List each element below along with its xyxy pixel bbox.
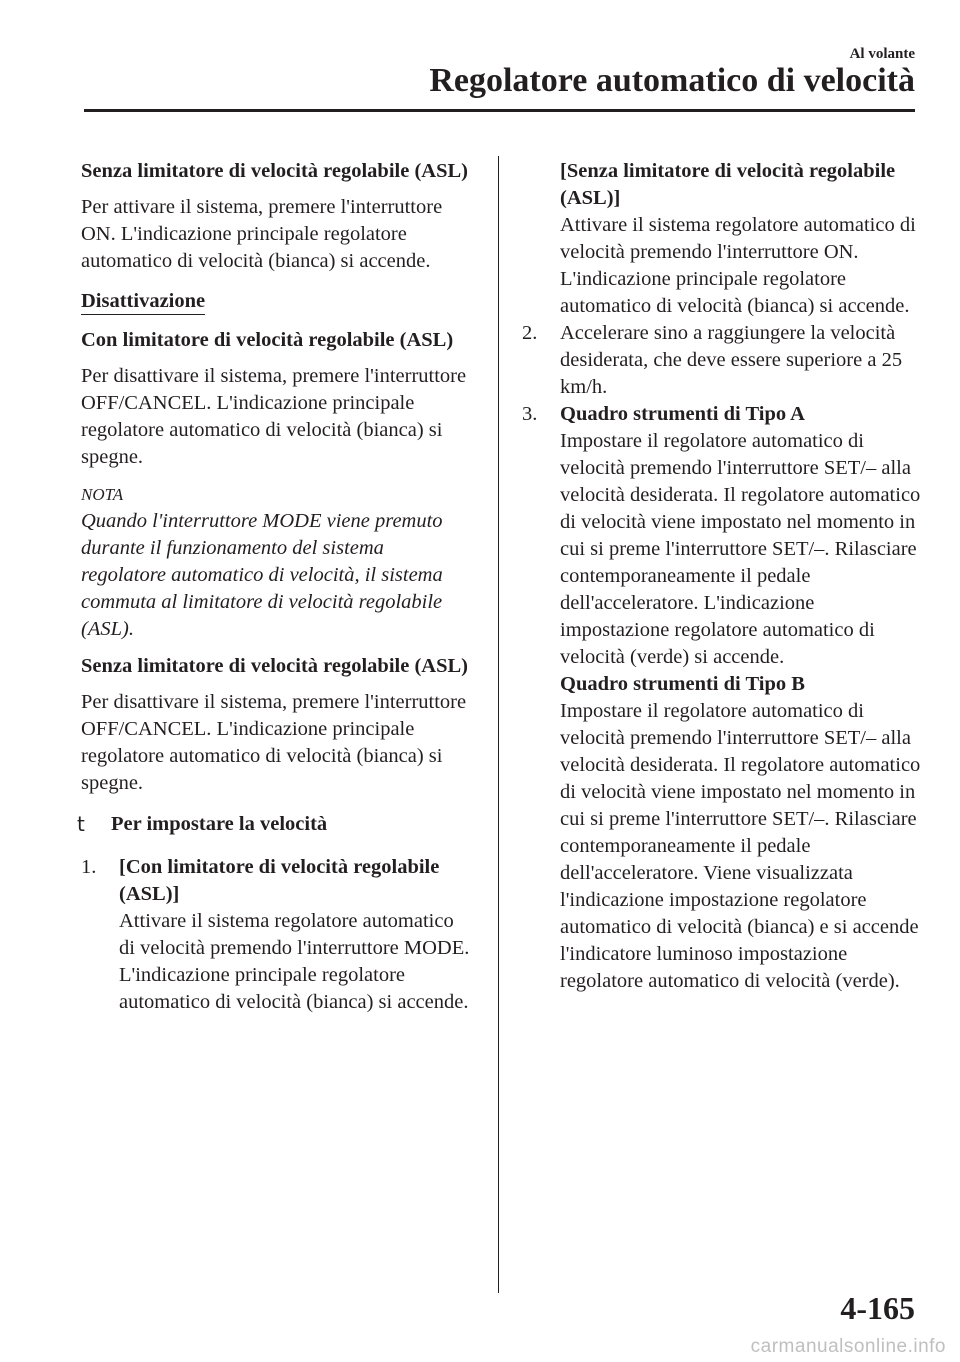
paragraph-attivare: Per attivare il sistema, premere l'interruttore ON. L'indicazione principale regolatore automatico di velocità (bianca) si accende.: [81, 196, 443, 272]
step-1b-heading: [Senza limitatore di velocità regolabile (ASL)]: [560, 160, 896, 209]
step-2: [522, 320, 922, 401]
step-1-continued: [522, 158, 922, 320]
step-3: [522, 401, 922, 995]
heading-con-asl: Con limitatore di velocità regolabile (ASL): [81, 329, 454, 351]
header-section-label: Al volante: [849, 46, 915, 62]
step-1: [81, 854, 473, 1016]
note-text: Quando l'interruttore MODE viene premuto durante il funzionamento del sistema regolatore automatico di velocità, il sistema commuta al limitatore di velocità regolabile (ASL).: [81, 510, 443, 640]
step-3-text-tipo-a: Impostare il regolatore automatico di velocità premendo l'interruttore SET/– alla velocità desiderata. Il regolatore automatico di velocità viene impostato nel momento in cui si preme l'interruttore SET/–. Rilasciare contemporaneamente il pedale dell'acceleratore. L'indicazione impostazione regolatore automatico di velocità (verde) si accende.: [560, 430, 921, 668]
heading-senza-asl: Senza limitatore di velocità regolabile (ASL): [81, 160, 468, 182]
procedure-heading: [77, 811, 473, 838]
paragraph-disattivare-1: Per disattivare il sistema, premere l'interruttore OFF/CANCEL. L'indicazione principale regolatore automatico di velocità (bianca) si spegne.: [81, 365, 467, 468]
note-block: [81, 481, 473, 643]
right-column: [522, 158, 922, 995]
left-column: [77, 158, 473, 1016]
step-3-heading-tipo-a: Quadro strumenti di Tipo A: [560, 403, 805, 425]
header-rule: [84, 109, 915, 112]
step-3-text-tipo-b: Impostare il regolatore automatico di velocità premendo l'interruttore SET/– alla velocità desiderata. Il regolatore automatico di velocità viene impostato nel momento in cui si preme l'interruttore SET/–. Rilasciare contemporaneamente il pedale dell'acceleratore. Viene visualizzata l'indicazione impostazione regolatore automatico di velocità (bianca) e si accende l'indicatore luminoso impostazione regolatore automatico di velocità (verde).: [560, 700, 921, 992]
step-1-text: Attivare il sistema regolatore automatico di velocità premendo l'interruttore MODE. L'indicazione principale regolatore automatico di velocità (bianca) si accende.: [119, 910, 470, 1013]
column-divider: [498, 156, 499, 1293]
procedure-marker-icon: t: [77, 812, 85, 836]
note-label: NOTA: [81, 485, 124, 504]
procedure-title: Per impostare la velocità: [111, 813, 328, 835]
paragraph-disattivare-2: Per disattivare il sistema, premere l'interruttore OFF/CANCEL. L'indicazione principale regolatore automatico di velocità (bianca) si spegne.: [81, 691, 467, 794]
step-1-heading: [Con limitatore di velocità regolabile (ASL)]: [119, 856, 440, 905]
page-number: 4-165: [840, 1290, 915, 1326]
step-2-text: Accelerare sino a raggiungere la velocità desiderata, che deve essere superiore a 25 km/h.: [560, 322, 903, 398]
page-title: Regolatore automatico di velocità: [429, 62, 915, 99]
watermark: carmanualsonline.info: [750, 1336, 946, 1357]
step-1b-text: Attivare il sistema regolatore automatico di velocità premendo l'interruttore ON. L'indicazione principale regolatore automatico di velocità (bianca) si accende.: [560, 214, 916, 317]
step-number: 3.: [522, 403, 538, 425]
heading-disattivazione: Disattivazione: [81, 289, 205, 315]
step-3-heading-tipo-b: Quadro strumenti di Tipo B: [560, 673, 805, 695]
step-number: 2.: [522, 322, 538, 344]
step-number: 1.: [81, 856, 97, 878]
heading-senza-asl-2: Senza limitatore di velocità regolabile (ASL): [81, 655, 468, 677]
